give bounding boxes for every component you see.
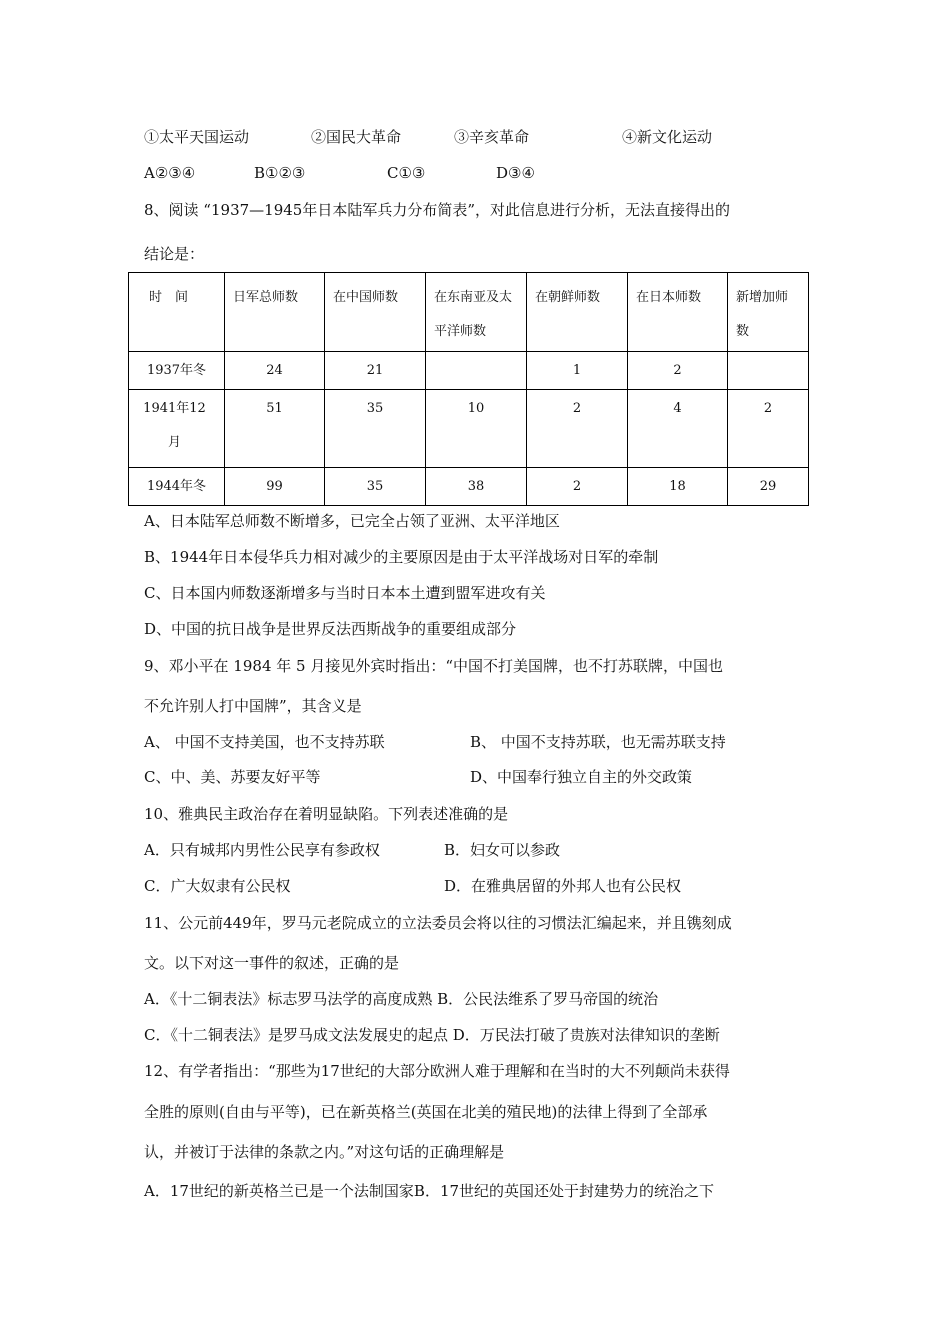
- header-sea-pacific: 在东南亚及太平洋师数: [426, 273, 527, 352]
- cell: 1944年冬: [129, 468, 225, 506]
- q10-option-d: D．在雅典居留的外邦人也有公民权: [444, 877, 682, 895]
- q9-stem-line1: 9、邓小平在 1984 年 5 月接见外宾时指出：“中国不打美国牌，也不打苏联牌，中国也: [144, 657, 724, 675]
- q8-option-b: B、1944年日本侵华兵力相对减少的主要原因是由于太平洋战场对日军的牵制: [144, 548, 659, 566]
- q8-option-d: D、中国的抗日战争是世界反法西斯战争的重要组成部分: [144, 620, 517, 638]
- q12-stem-line1: 12、有学者指出：“那些为17世纪的大部分欧洲人难于理解和在当时的大不列颠尚未获得: [144, 1062, 730, 1080]
- q7-answer-b: B①②③: [254, 164, 306, 182]
- q9-option-c: C、中、美、苏要友好平等: [144, 768, 321, 786]
- table-row: [129, 468, 809, 506]
- q7-answer-d: D③④: [496, 164, 535, 182]
- q11-stem-line1: 11、公元前449年，罗马元老院成立的立法委员会将以往的习惯法汇编起来，并且镌刻成: [144, 914, 732, 932]
- cell: 10: [426, 390, 527, 468]
- cell: 1: [527, 352, 628, 390]
- q9-option-d: D、中国奉行独立自主的外交政策: [470, 768, 693, 786]
- q7-option-4: ④新文化运动: [622, 128, 713, 146]
- table-row: [129, 390, 809, 468]
- q10-option-c: C．广大奴隶有公民权: [144, 877, 291, 895]
- cell: 29: [728, 468, 809, 506]
- q7-option-3: ③辛亥革命: [454, 128, 530, 146]
- cell: 4: [628, 390, 728, 468]
- cell: 2: [728, 390, 809, 468]
- header-china: 在中国师数: [325, 273, 426, 352]
- header-japan: 在日本师数: [628, 273, 728, 352]
- cell: 2: [628, 352, 728, 390]
- cell: 1941年12月: [129, 390, 225, 468]
- q9-option-b: B、 中国不支持苏联，也无需苏联支持: [470, 733, 726, 751]
- q9-stem-line2: 不允许别人打中国牌”，其含义是: [144, 697, 362, 715]
- q12-options-ab: A．17世纪的新英格兰已是一个法制国家B．17世纪的英国还处于封建势力的统治之下: [144, 1182, 715, 1200]
- q7-option-1: ①太平天国运动: [144, 128, 250, 146]
- q11-options-ab: A．《十二铜表法》标志罗马法学的高度成熟 B．公民法维系了罗马帝国的统治: [144, 990, 659, 1008]
- cell: 99: [225, 468, 325, 506]
- q7-answer-c: C①③: [387, 164, 426, 182]
- cell: 21: [325, 352, 426, 390]
- cell: 38: [426, 468, 527, 506]
- q10-option-a: A．只有城邦内男性公民享有参政权: [144, 841, 380, 859]
- cell: 24: [225, 352, 325, 390]
- cell: [426, 352, 527, 390]
- q7-option-2: ②国民大革命: [311, 128, 402, 146]
- header-korea: 在朝鲜师数: [527, 273, 628, 352]
- header-new: 新增加师数: [728, 273, 809, 352]
- q10-stem: 10、雅典民主政治存在着明显缺陷。下列表述准确的是: [144, 805, 509, 823]
- cell: 2: [527, 390, 628, 468]
- cell: 18: [628, 468, 728, 506]
- cell: 1937年冬: [129, 352, 225, 390]
- cell: 2: [527, 468, 628, 506]
- q12-stem-line2: 全胜的原则(自由与平等)，已在新英格兰(英国在北美的殖民地)的法律上得到了全部承: [144, 1103, 708, 1121]
- troop-distribution-table: [128, 272, 809, 506]
- header-total: 日军总师数: [225, 273, 325, 352]
- q8-option-c: C、日本国内师数逐渐增多与当时日本本土遭到盟军进攻有关: [144, 584, 546, 602]
- q10-option-b: B．妇女可以参政: [444, 841, 561, 859]
- cell: 51: [225, 390, 325, 468]
- cell: [728, 352, 809, 390]
- cell: 35: [325, 468, 426, 506]
- q11-options-cd: C．《十二铜表法》是罗马成文法发展史的起点 D．万民法打破了贵族对法律知识的垄断: [144, 1026, 720, 1044]
- table-header-row: [129, 273, 809, 352]
- header-time: 时 间: [129, 273, 225, 352]
- q7-answer-a: A②③④: [144, 164, 196, 182]
- q8-stem-line1: 8、阅读 “1937—1945年日本陆军兵力分布简表”，对此信息进行分析，无法直接得出的: [144, 201, 730, 219]
- cell: 35: [325, 390, 426, 468]
- q9-option-a: A、 中国不支持美国，也不支持苏联: [144, 733, 385, 751]
- q8-stem-line2: 结论是：: [144, 245, 205, 263]
- table-row: [129, 352, 809, 390]
- q12-stem-line3: 认，并被订于法律的条款之内。”对这句话的正确理解是: [144, 1143, 505, 1161]
- q11-stem-line2: 文。以下对这一事件的叙述，正确的是: [144, 954, 400, 972]
- q8-option-a: A、日本陆军总师数不断增多，已完全占领了亚洲、太平洋地区: [144, 512, 560, 530]
